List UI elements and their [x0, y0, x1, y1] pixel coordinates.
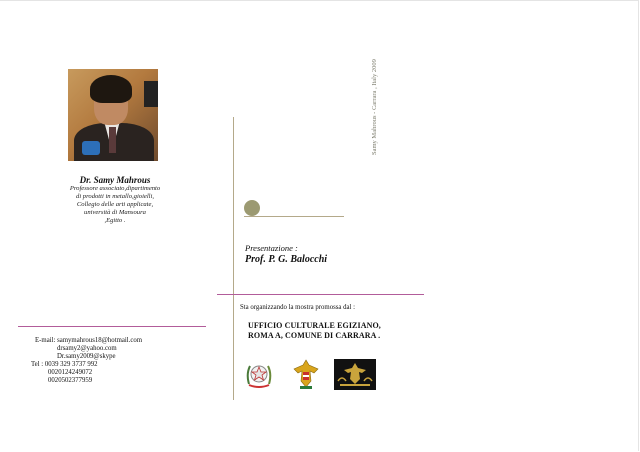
italian-republic-emblem-icon — [244, 358, 274, 390]
divider-short — [244, 216, 344, 217]
carrara-crest-icon — [334, 359, 376, 390]
presentation-label: Presentazione : — [245, 243, 298, 253]
contact-email: drsamy2@yahoo.com — [57, 345, 117, 352]
bio-line: Collegio delle arti applicate, — [76, 201, 154, 208]
author-bio — [50, 185, 180, 225]
author-photo — [68, 69, 158, 161]
promoter-block — [248, 321, 381, 341]
promotion-intro: Sta organizzando la mostra promossa dal : — [240, 304, 356, 311]
bio-line: Professore associato,dipartimento — [69, 185, 161, 192]
contact-block — [31, 337, 143, 385]
bio-line: università di Mansoura — [84, 209, 146, 216]
bio-line: ,Egitto . — [104, 217, 126, 224]
contact-phone: Tel : 0039 329 3737 992 — [31, 361, 98, 368]
promoter-line: ROMA A, COMUNE DI CARRARA . — [248, 331, 381, 340]
egyptian-eagle-emblem-icon — [292, 357, 320, 391]
contact-email: E-mail: samymahrous18@hotmail.com — [35, 337, 143, 344]
contact-phone: 0020502377959 — [48, 377, 93, 384]
contact-phone: 0020124249072 — [48, 369, 93, 376]
bio-line: di prodotti in metallo,gioielli, — [76, 193, 154, 200]
divider-vertical — [233, 117, 234, 400]
author-name: Dr. Samy Mahrous — [79, 175, 151, 185]
contact-skype: Dr.samy2009@skype — [57, 353, 116, 360]
divider-left — [18, 326, 206, 327]
olive-dot — [244, 200, 260, 216]
promoter-line: UFFICIO CULTURALE EGIZIANO, — [248, 321, 381, 330]
presenter-name: Prof. P. G. Balocchi — [245, 254, 328, 265]
divider-middle — [217, 294, 424, 295]
vertical-caption: Samy Mahrous - Carrara , Italy 2009 — [371, 59, 378, 155]
